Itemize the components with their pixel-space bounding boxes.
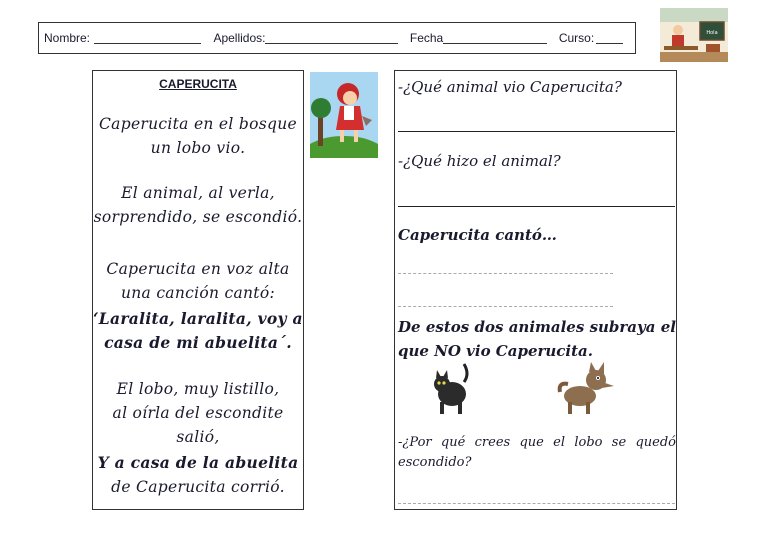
- cat-icon[interactable]: [430, 360, 474, 416]
- stanza-line: de Caperucita corrió.: [111, 478, 285, 496]
- answer-line-3b[interactable]: [398, 306, 613, 307]
- curso-label: Curso:: [558, 31, 595, 45]
- question-4-line1: De estos dos animales subraya el: [398, 318, 676, 336]
- question-2: -¿Qué hizo el animal?: [398, 152, 561, 170]
- answer-line-3a[interactable]: [398, 273, 613, 274]
- fecha-label: Fecha: [409, 31, 444, 45]
- question-5-line2: escondido?: [398, 455, 472, 470]
- stanza-line: casa de mi abuelita´.: [104, 333, 292, 352]
- apellidos-label: Apellidos:: [213, 31, 266, 45]
- red-riding-hood-icon: [310, 72, 378, 158]
- question-1: -¿Qué animal vio Caperucita?: [398, 78, 622, 96]
- apellidos-field[interactable]: [265, 33, 397, 44]
- wolf-icon[interactable]: [556, 362, 618, 416]
- nombre-label: Nombre:: [44, 31, 91, 45]
- stanza-4: [93, 307, 303, 355]
- stanza-2: [93, 181, 303, 229]
- stanza-line: un lobo vio.: [150, 139, 246, 157]
- question-5-line1: -¿Por qué crees que el lobo se quedó: [398, 435, 676, 450]
- fecha-field[interactable]: [443, 33, 547, 44]
- school-classroom-icon: [660, 8, 728, 62]
- stanza-line: El lobo, muy listillo,: [116, 380, 280, 398]
- stanza-line: Caperucita en el bosque: [99, 115, 297, 133]
- questions-panel: [394, 70, 677, 510]
- stanza-line: sorprendido, se escondió.: [93, 208, 303, 226]
- stanza-line: Y a casa de la abuelita: [97, 453, 299, 472]
- stanza-1: [93, 112, 303, 160]
- svg-text:Hola: Hola: [706, 30, 718, 36]
- nombre-field[interactable]: [94, 33, 201, 44]
- question-3: Caperucita cantó…: [398, 226, 557, 244]
- story-title: CAPERUCITA: [159, 77, 237, 91]
- story-panel: [92, 70, 304, 510]
- stanza-6: [93, 451, 303, 499]
- stanza-line: al oírla del escondite salió,: [112, 404, 284, 446]
- question-4-line2: que NO vio Caperucita.: [398, 342, 593, 360]
- stanza-5: [93, 377, 303, 449]
- answer-line-5[interactable]: [398, 503, 675, 504]
- stanza-line: El animal, al verla,: [121, 184, 275, 202]
- curso-field[interactable]: [596, 33, 623, 44]
- student-info-bar: [38, 22, 636, 54]
- answer-line-1[interactable]: [398, 131, 675, 132]
- stanza-line: una canción cantó:: [120, 284, 275, 302]
- stanza-line: Caperucita en voz alta: [106, 260, 290, 278]
- answer-line-2[interactable]: [398, 206, 675, 207]
- stanza-line: ‘Laralita, laralita, voy a: [93, 309, 303, 328]
- stanza-3: [93, 257, 303, 305]
